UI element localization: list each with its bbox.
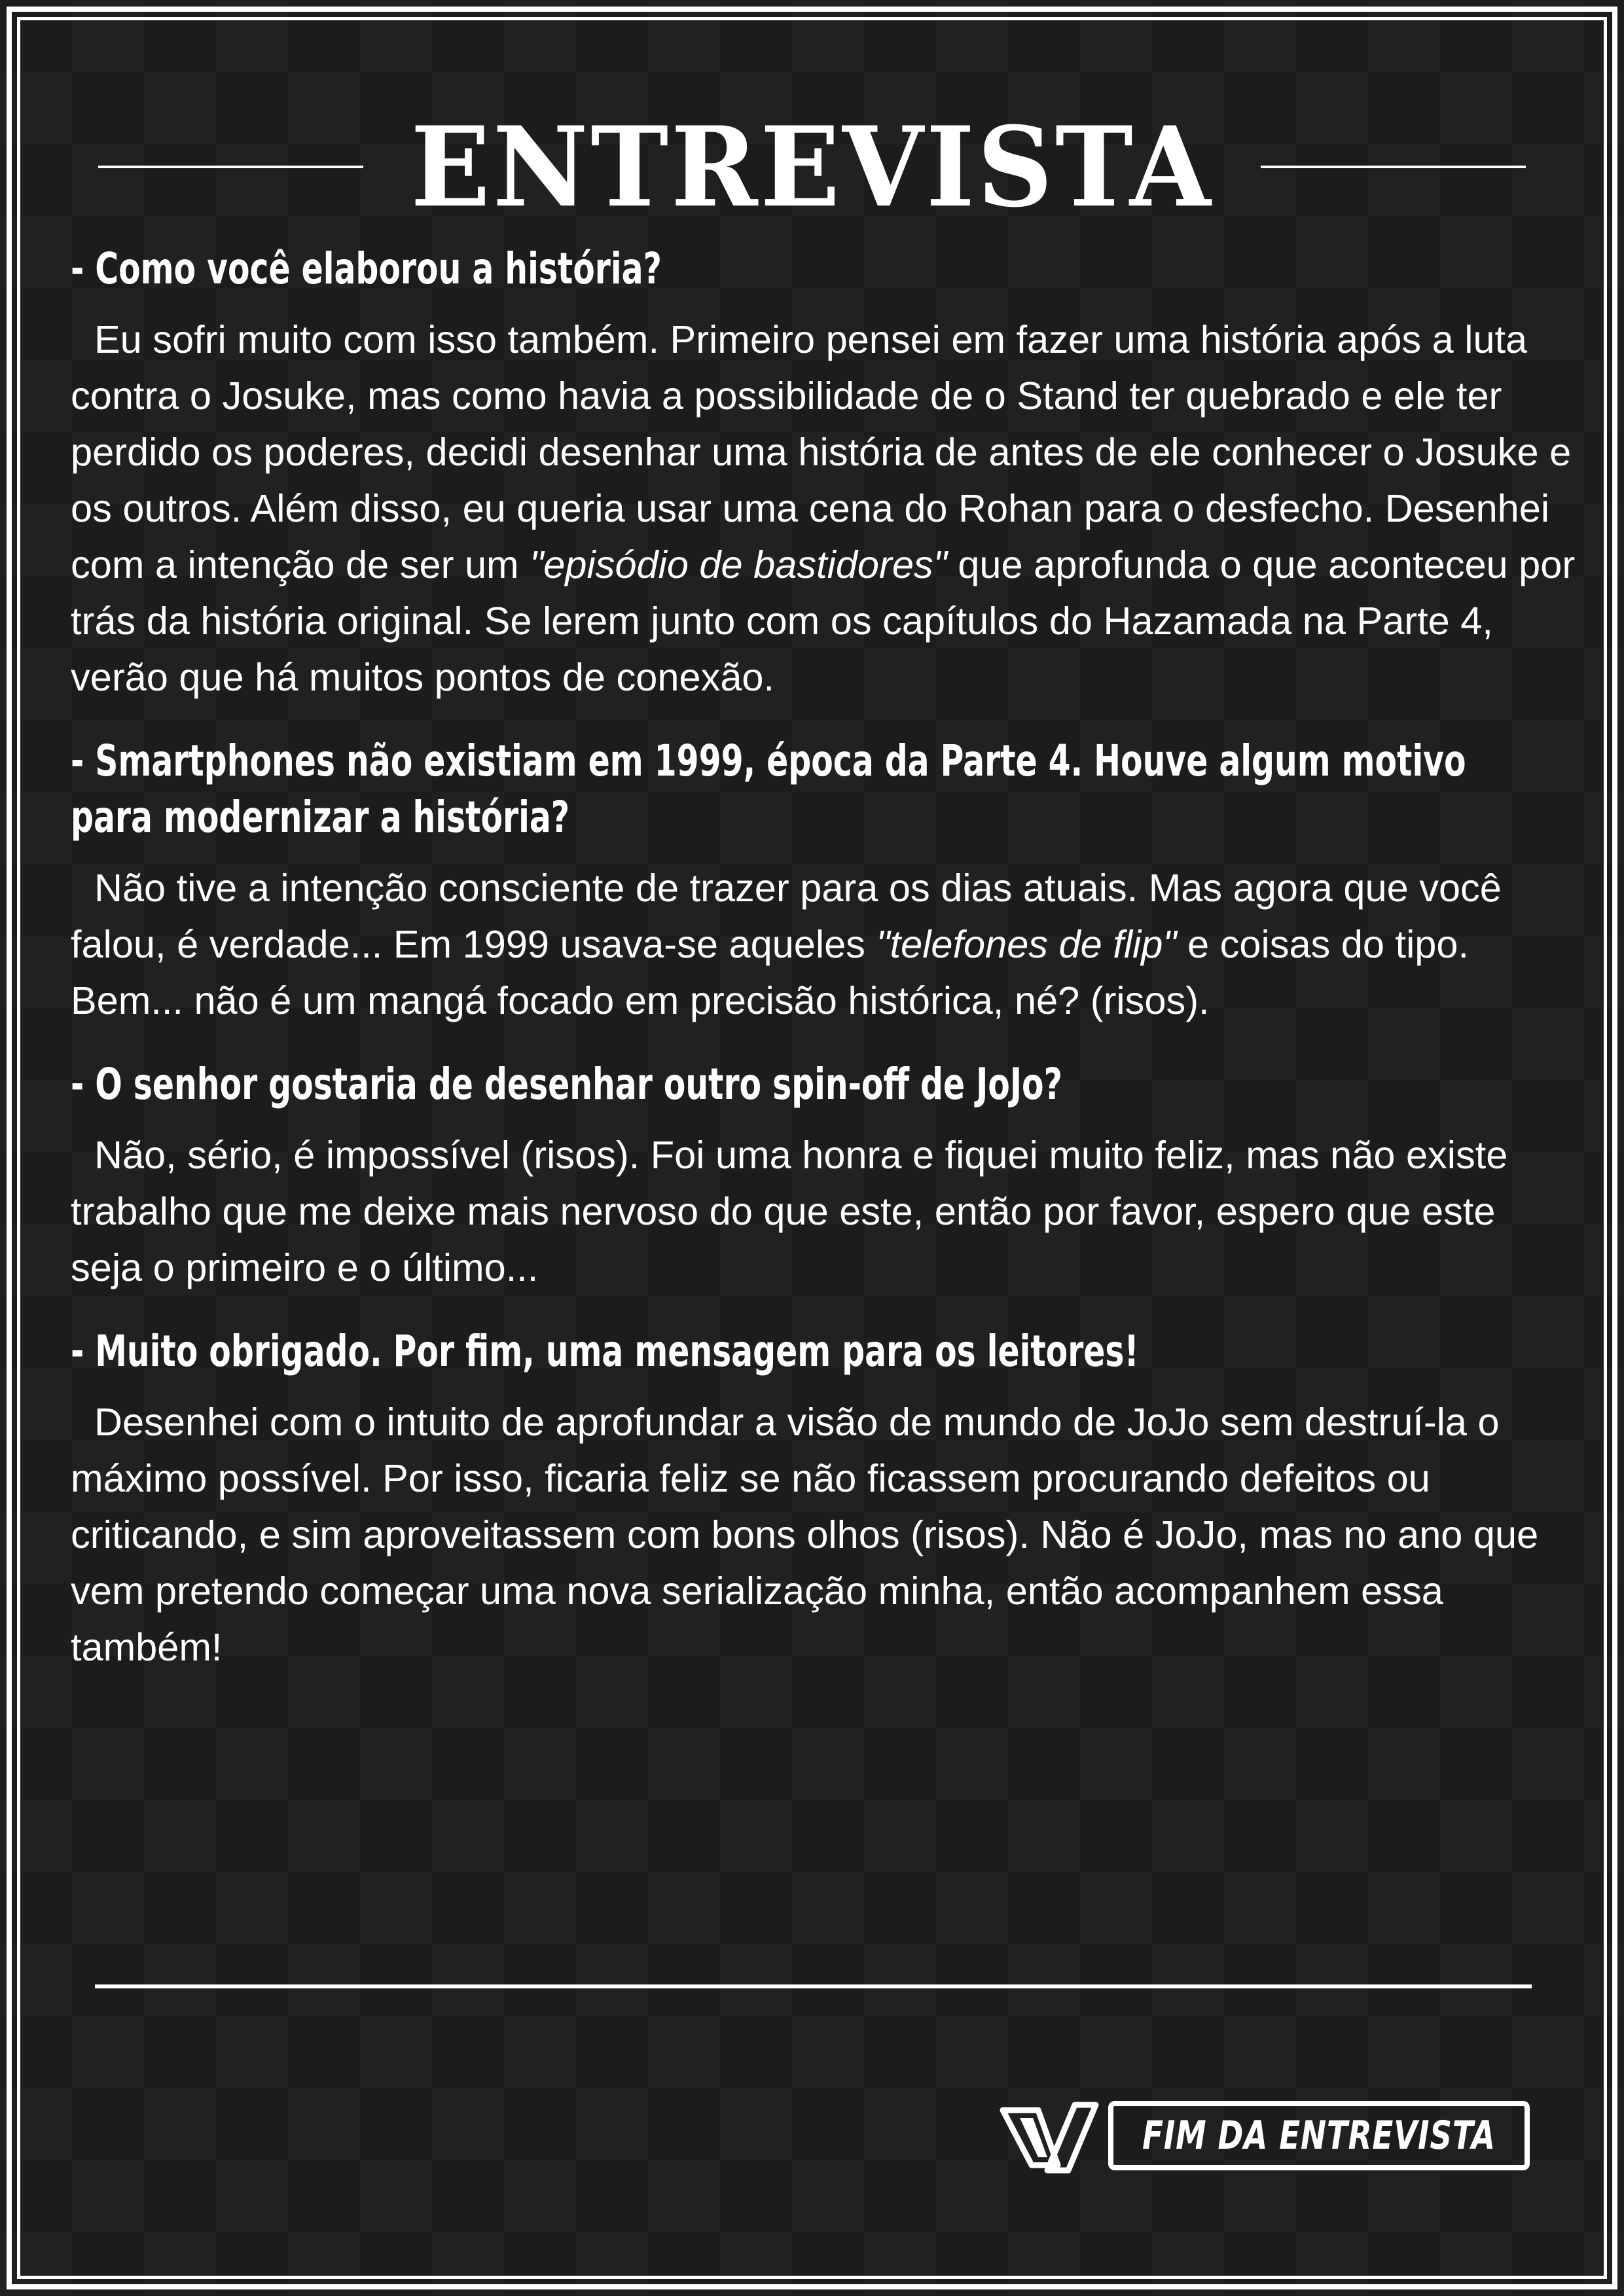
page-title: ENTREVISTA (410, 102, 1214, 232)
answer-1-part-1: Eu sofri muito com isso também. Primeiro pensei em fazer uma história após a luta contra o Josuke, mas como havia a possibilidade de o Stand ter quebrado e ele ter perdido os poderes, decidi desenhar uma história de antes de ele conhecer o Josuke e os outros. Além disso, eu queria usar uma cena do Rohan para o desfecho. Desenhei com a intenção de ser um (71, 317, 1572, 586)
answer-3-part-1: Não, sério, é impossível (risos). Foi uma honra e fiquei muito feliz, mas não existe trabalho que me deixe mais nervoso do que este, então por favor, espero que este seja o primeiro e o último... (71, 1133, 1508, 1289)
interview-content (71, 241, 1576, 1676)
answer-2 (71, 860, 1576, 1029)
question-4: - Muito obrigado. Por fim, uma mensagem para os leitores! (71, 1326, 1139, 1376)
end-of-interview-label: FIM DA ENTREVISTA (1142, 2113, 1496, 2159)
answer-4-part-1: Desenhei com o intuito de aprofundar a visão de mundo de JoJo sem destruí-la o máximo possível. Por isso, ficaria feliz se não ficassem procurando defeitos ou criticando, e sim aproveitassem com bons olhos (risos). Não é JoJo, mas no ano que vem pretendo começar uma nova serialização minha, então acompanhem essa também! (71, 1400, 1539, 1669)
answer-1-part-2: "episódio de bastidores" (530, 543, 947, 586)
bottom-divider (95, 1984, 1532, 1988)
answer-1 (71, 312, 1576, 706)
answer-2-part-3: e coisas do tipo. Bem... não é um mangá focado em precisão histórica, né? (risos). (71, 922, 1470, 1022)
answer-2-part-2: "telefones de flip" (876, 922, 1177, 966)
end-of-interview-badge (1108, 2101, 1530, 2170)
answer-2-part-1: Não tive a intenção consciente de trazer para os dias atuais. Mas agora que você falou, é verdade... Em 1999 usava-se aqueles (71, 866, 1502, 966)
slash-logo-icon (998, 2101, 1102, 2174)
question-3: - O senhor gostaria de desenhar outro spin-off de JoJo? (71, 1059, 1062, 1109)
title-left-rule (98, 166, 363, 168)
title-right-rule (1261, 166, 1526, 168)
answer-1-part-3: que aprofunda o que aconteceu por trás da história original. Se lerem junto com os capítulos do Hazamada na Parte 4, verão que há muitos pontos de conexão. (71, 543, 1576, 699)
answer-3 (71, 1127, 1576, 1296)
title-row (0, 102, 1624, 232)
question-2: - Smartphones não existiam em 1999, época da Parte 4. Houve algum motivo para modernizar a história? (71, 736, 1466, 842)
answer-4 (71, 1394, 1576, 1676)
question-1: - Como você elaborou a história? (71, 243, 662, 294)
